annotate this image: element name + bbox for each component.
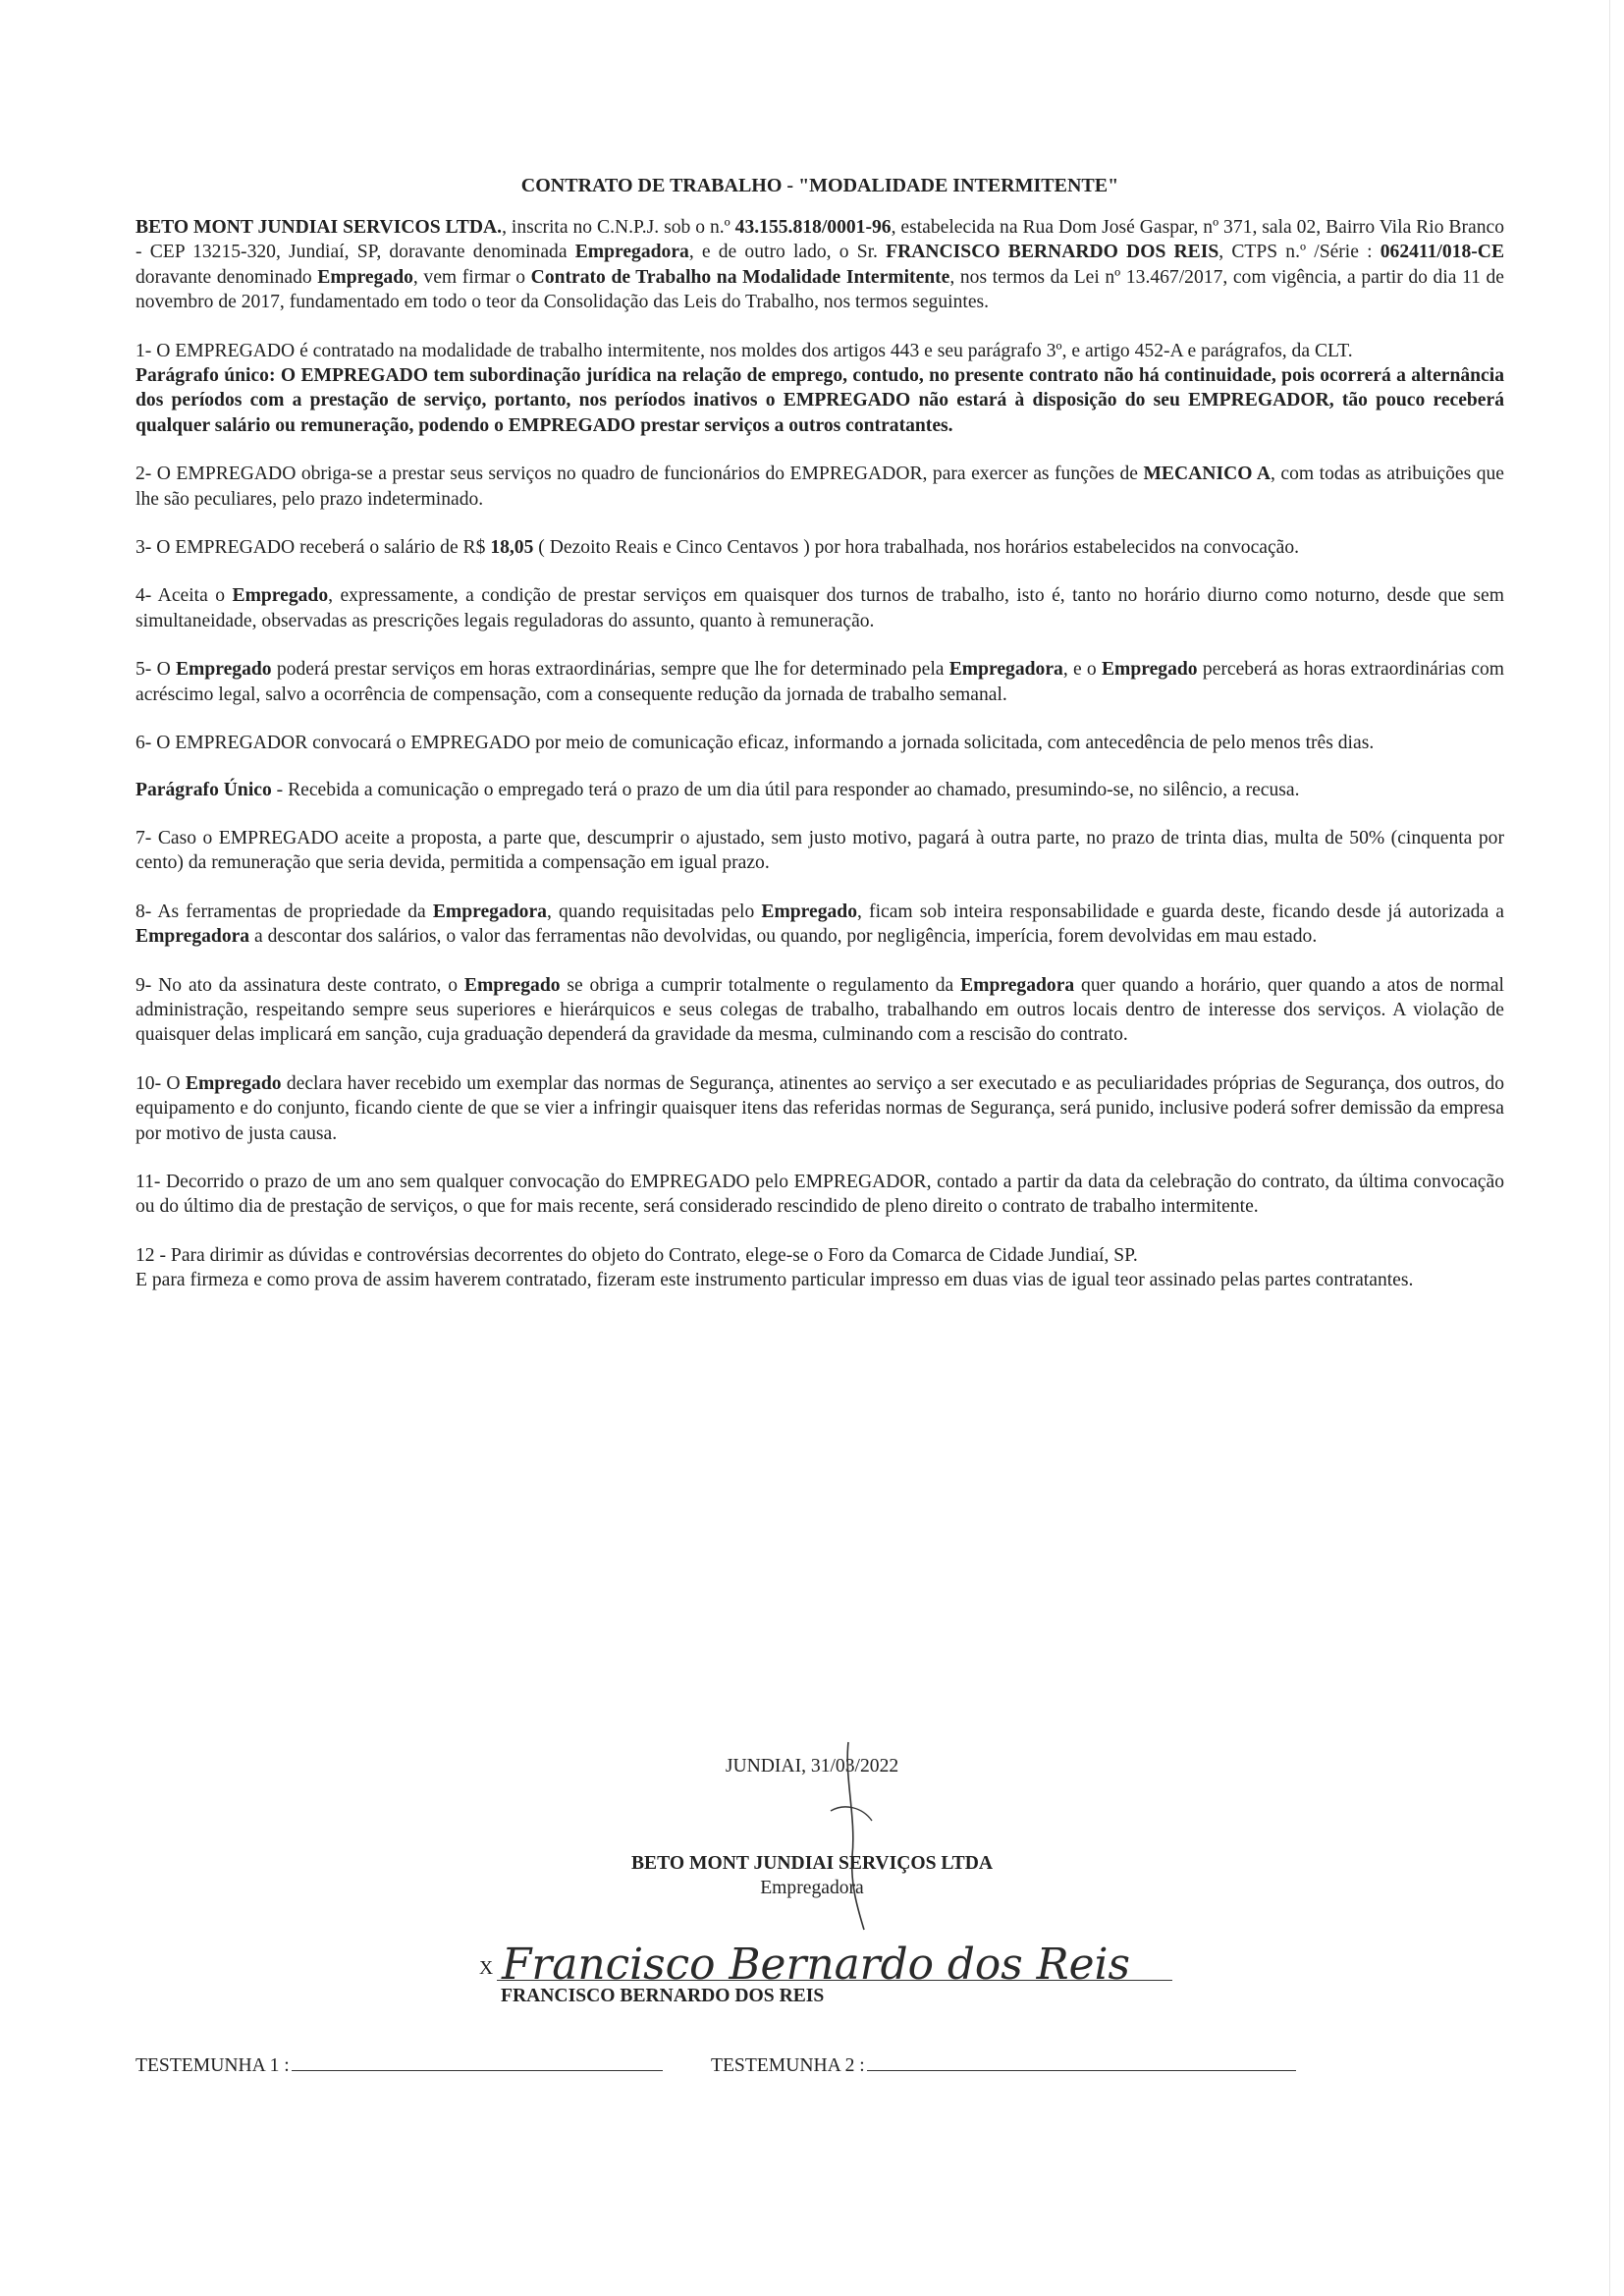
employer-name: BETO MONT JUNDIAI SERVIÇOS LTDA <box>630 1853 994 1874</box>
clause-10: 10- O Empregado declara haver recebido um exemplar das normas de Segurança, atinentes ao serviço a ser executado e as peculiaridades próprias de Segurança, dos outros, do equipamento e do conjunto, ficando ciente de que se vier a infringir quaisquer itens das referidas normas de Segurança, será punido, inclusive poderá sofrer demissão da empresa por motivo de justa causa. <box>135 1072 1504 1144</box>
clause-11: 11- Decorrido o prazo de um ano sem qualquer convocação do EMPREGADO pelo EMPREGADOR, contado a partir da data da celebração do contrato, da última convocação ou do último dia de prestação de serviços, o que for mais recente, será considerado rescindido de pleno direito o contrato de trabalho intermitente. <box>135 1171 1504 1218</box>
clause-1: 1- O EMPREGADO é contratado na modalidade de trabalho intermitente, nos moldes dos artigos 443 e seu parágrafo 3º, e artigo 452-A e parágrafos, da CLT. Parágrafo único: O EMPREGADO tem subordinação jurídica na relação de emprego, contudo, no presente contrato não há continuidade, pois ocorrerá a alternância dos períodos com a prestação de serviço, portanto, nos períodos inativos o EMPREGADO não estará à disposição do seu EMPREGADOR, tão pouco receberá qualquer salário ou remuneração, podendo o EMPREGADO prestar serviços a outros contratantes. <box>135 340 1504 436</box>
employer-signature-stroke <box>805 1738 923 1935</box>
witness-1-line <box>292 2070 663 2071</box>
clause-6-paragraph: Parágrafo Único - Recebida a comunicação o empregado terá o prazo de um dia útil para responder ao chamado, presumindo-se, no silêncio, a recusa. <box>135 779 1300 800</box>
clause-3: 3- O EMPREGADO receberá o salário de R$ 18,05 ( Dezoito Reais e Cinco Centavos ) por hora trabalhada, nos horários estabelecidos na convocação. <box>135 537 1300 559</box>
clause-12: 12 - Para dirimir as dúvidas e controvérsias decorrentes do objeto do Contrato, elege-se o Foro da Comarca de Cidade Jundiaí, SP. E para firmeza e como prova de assim haverem contratado, fizeram este instrumento particular impresso em duas vias de igual teor assinado pelas partes contratantes. <box>135 1244 1414 1291</box>
employee-name: FRANCISCO BERNARDO DOS REIS <box>501 1986 825 2006</box>
clause-9: 9- No ato da assinatura deste contrato, o Empregado se obriga a cumprir totalmente o regulamento da Empregadora quer quando a horário, quer quando a atos de normal administração, respeitando sempre seus superiores e hierárquicos e seus colegas de trabalho, trabalhando em outros locais dentro de interesse dos serviços. A violação de quaisquer delas implicará em sanção, cuja graduação dependerá da gravidade da mesma, culminando com a rescisão do contrato. <box>135 974 1505 1046</box>
witness-2-line <box>867 2070 1296 2071</box>
clause-4: 4- Aceita o Empregado, expressamente, a condição de prestar serviços em quaisquer dos turnos de trabalho, isto é, tanto no horário diurno como noturno, desde que sem simultaneidade, observadas as prescrições legais reguladoras do assunto, quanto à remuneração. <box>135 585 1504 631</box>
contract-body <box>135 175 1504 1293</box>
intro-paragraph: BETO MONT JUNDIAI SERVICOS LTDA., inscrita no C.N.P.J. sob o n.º 43.155.818/0001-96, estabelecida na Rua Dom José Gaspar, nº 371, sala 02, Bairro Vila Rio Branco - CEP 13215-320, Jundiaí, SP, doravante denominada Empregadora, e de outro lado, o Sr. FRANCISCO BERNARDO DOS REIS, CTPS n.º /Série : 062411/018-CE doravante denominado Empregado, vem firmar o Contrato de Trabalho na Modalidade Intermitente, nos termos da Lei nº 13.467/2017, com vigência, a partir do dia 11 de novembro de 2017, fundamentado em todo o teor da Consolidação das Leis do Trabalho, nos termos seguintes. <box>135 217 1505 313</box>
page-title: CONTRATO DE TRABALHO - "MODALIDADE INTERMITENTE" <box>520 175 1119 196</box>
clause-7: 7- Caso o EMPREGADO aceite a proposta, a parte que, descumprir o ajustado, sem justo motivo, pagará à outra parte, no prazo de trinta dias, multa de 50% (cinquenta por cento) da remuneração que seria devida, permitida a compensação em igual prazo. <box>135 827 1504 874</box>
witness-2: TESTEMUNHA 2 : <box>711 2055 1296 2077</box>
place-date: JUNDIAI, 31/03/2022 <box>725 1756 899 1777</box>
clause-6: 6- O EMPREGADOR convocará o EMPREGADO por meio de comunicação eficaz, informando a jornada solicitada, com antecedência de pelo menos três dias. <box>135 733 1375 754</box>
clause-8: 8- As ferramentas de propriedade da Empregadora, quando requisitadas pelo Empregado, ficam sob inteira responsabilidade e guarda deste, ficando desde já autorizada a Empregadora a descontar dos salários, o valor das ferramentas não devolvidas, ou quando, por negligência, imperícia, forem devolvidas em mau estado. <box>135 901 1504 948</box>
scan-edge <box>1609 0 1610 2296</box>
clause-5: 5- O Empregado poderá prestar serviços em horas extraordinárias, sempre que lhe for determinado pela Empregadora, e o Empregado perceberá as horas extraordinárias com acréscimo legal, salvo a ocorrência de compensação, com a consequente redução da jornada de trabalho semanal. <box>135 659 1504 705</box>
signature-x-mark: X <box>479 1958 494 1979</box>
witness-1: TESTEMUNHA 1 : <box>135 2055 663 2077</box>
employer-role: Empregadora <box>760 1878 864 1898</box>
clause-2: 2- O EMPREGADO obriga-se a prestar seus serviços no quadro de funcionários do EMPREGADOR, para exercer as funções de MECANICO A, com todas as atribuições que lhe são peculiares, pelo prazo indeterminado. <box>135 464 1505 510</box>
svg-text:Francisco Bernardo dos Reis: Francisco Bernardo dos Reis <box>501 1940 1130 1990</box>
